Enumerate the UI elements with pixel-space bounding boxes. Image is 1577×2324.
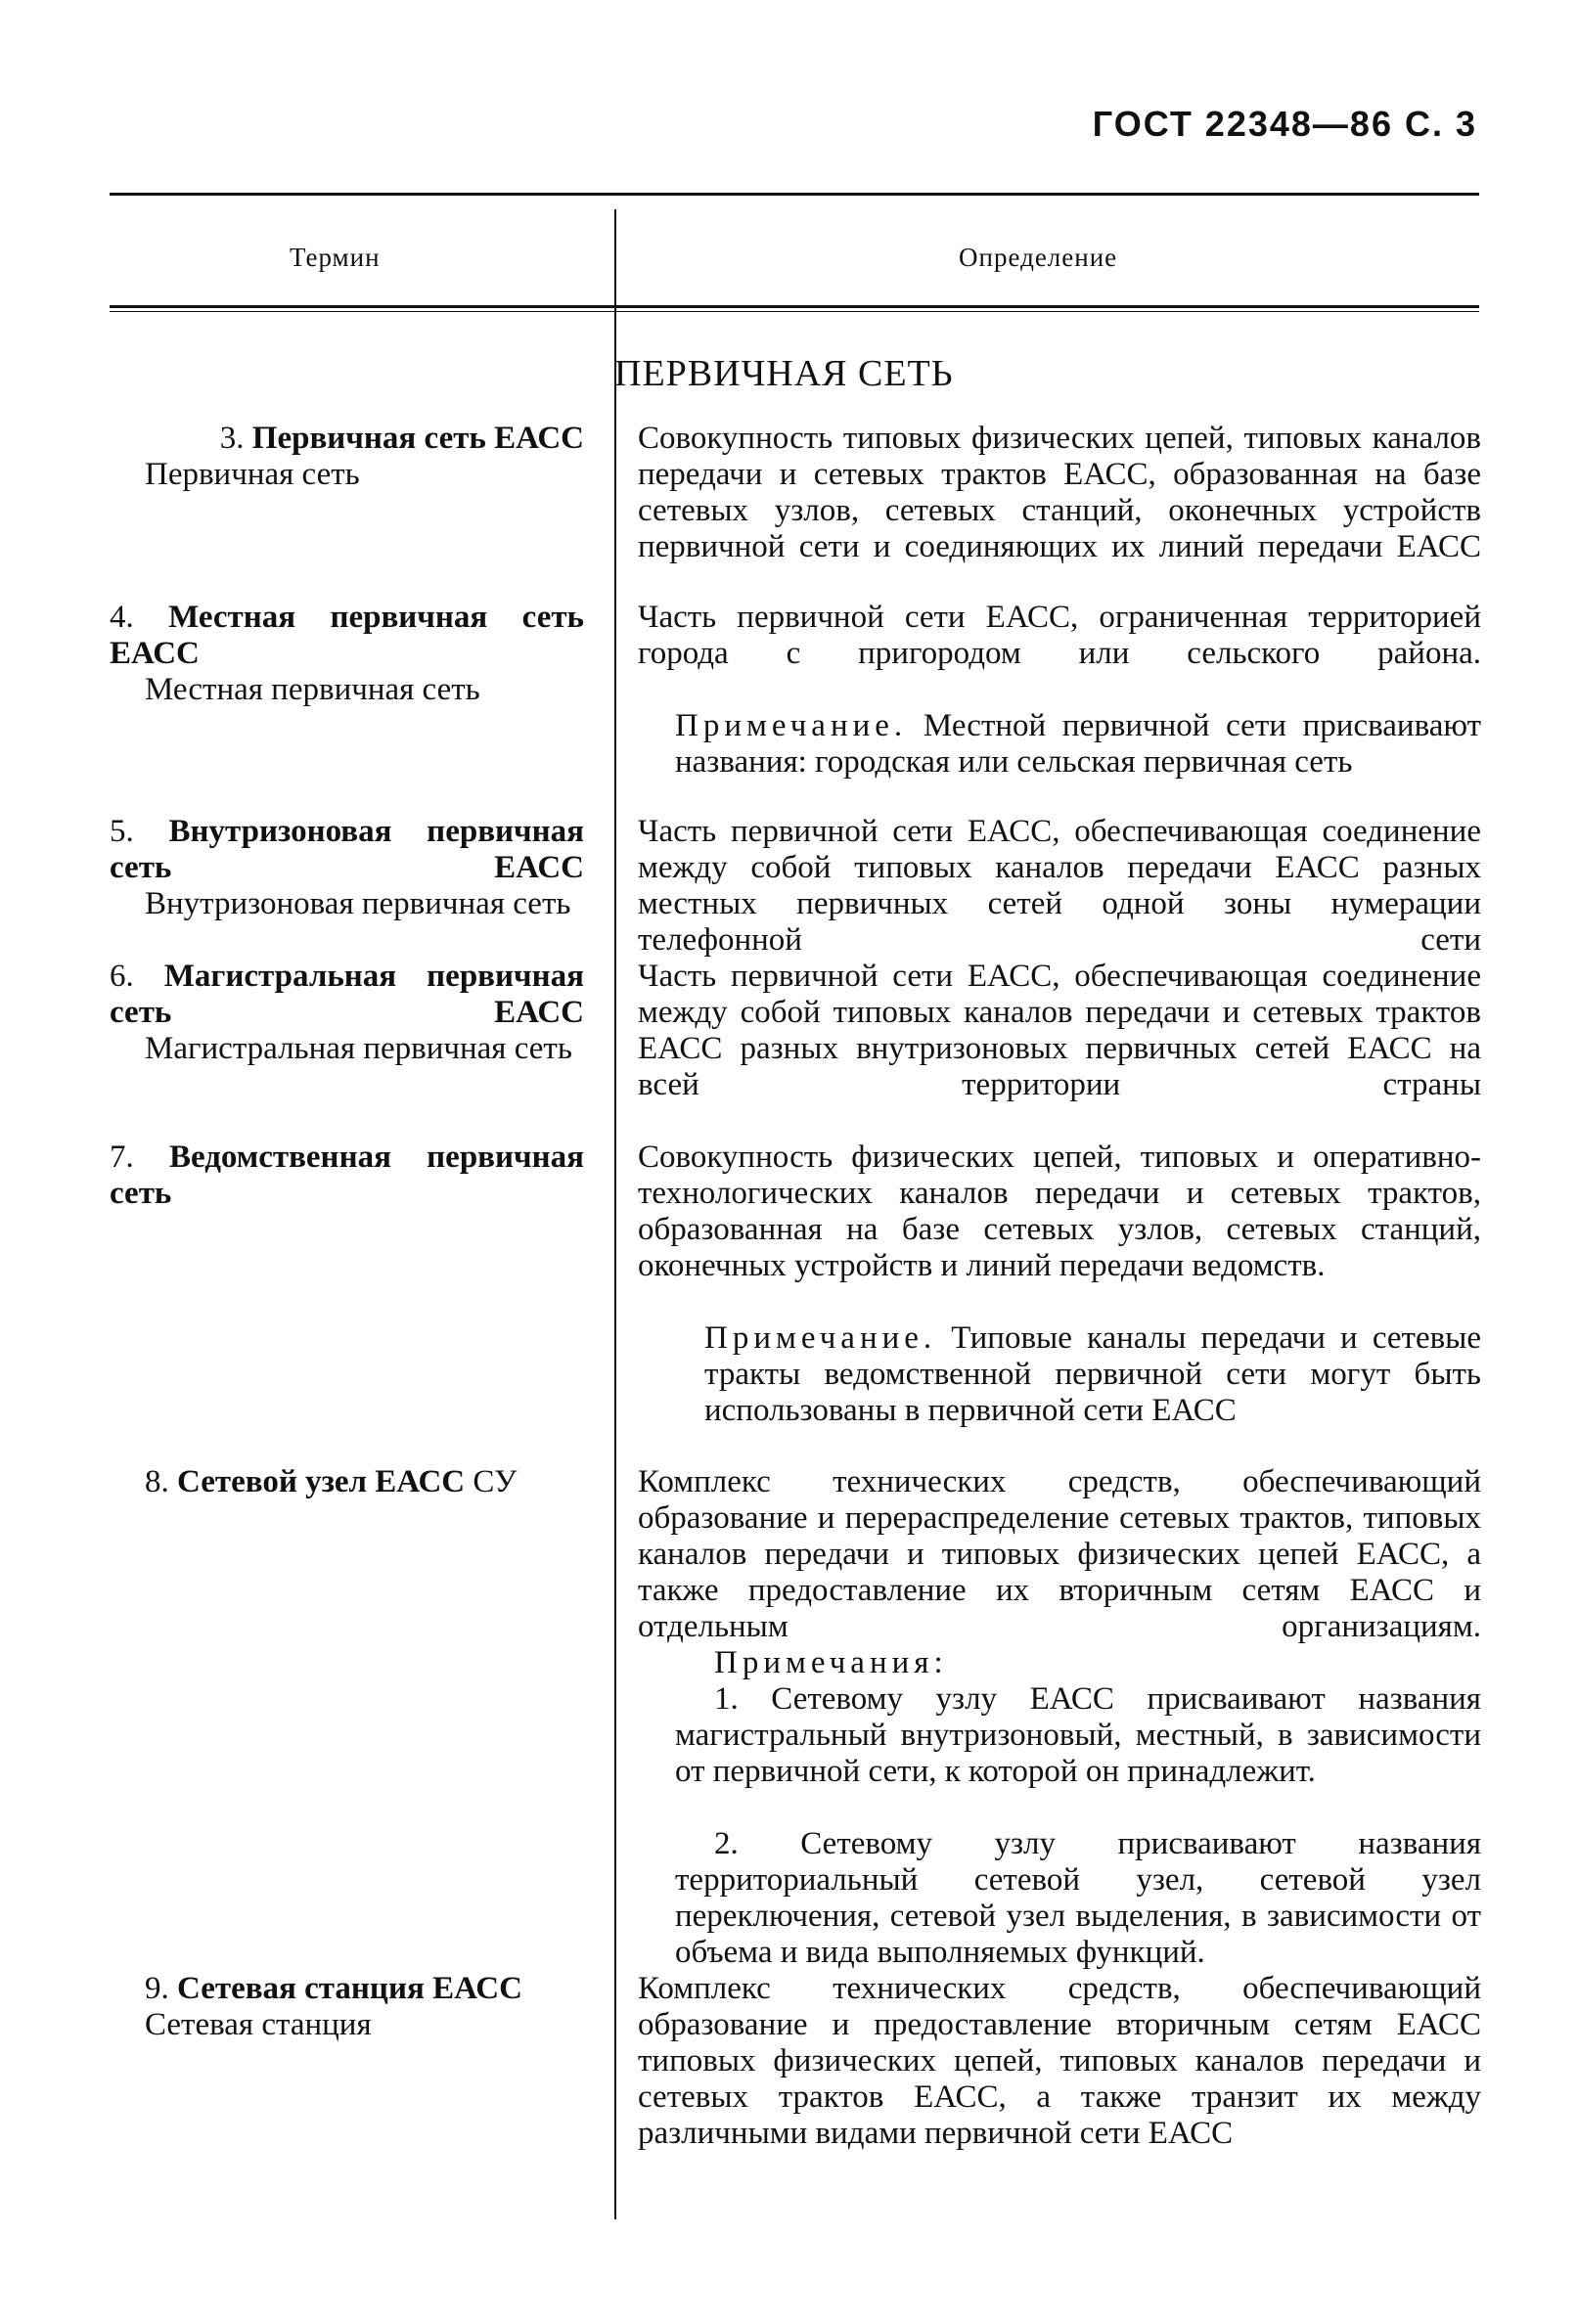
note-7-text: Типовые каналы передачи и сетевые тракты ведомственной первичной сети могут быть использованы в первичной сети ЕАСС: [704, 1320, 1481, 1428]
column-header-definition: Определение: [959, 243, 1118, 272]
note-8-2: 2. Сетевому узлу присваивают названия территориальный сетевой узел, сетевой узел переключения, сетевой узел выделения, в зависимости от объема и вида выполняемых функций.: [675, 1826, 1481, 1970]
note-8-1: 1. Сетевому узлу ЕАСС присваивают названия магистральный внутризоновый, местный, в зависимости от первичной сети, к которой он принадлежит.: [675, 1681, 1481, 1789]
definition-6: Часть первичной сети ЕАСС, обеспечивающая соединение между собой типовых каналов передачи и сетевых трактов ЕАСС разных внутризоновых первичных сетей ЕАСС на всей территории страны: [638, 959, 1481, 1102]
term-8-abbr: СУ: [473, 1464, 518, 1499]
term-4: 4. Местная первичная сеть ЕАСС: [110, 600, 584, 671]
term-7: 7. Ведомственная первичная сеть: [110, 1140, 584, 1211]
term-5-bold: Внутризоновая первичная сеть ЕАСС: [110, 814, 585, 885]
definition-8: Комплекс технических средств, обеспечивающий образование и перераспределение сетевых трактов, типовых каналов передачи и типовых физических цепей ЕАСС, а также предоставление их вторичным сетям ЕАСС и отдельным организациям.: [638, 1464, 1481, 1644]
term-9: 9. Сетевая станция ЕАСС: [145, 1971, 522, 2006]
note-7-label: Примечание.: [704, 1320, 937, 1356]
term-4-short: Местная первичная сеть: [145, 672, 480, 707]
term-3: 3. Первичная сеть ЕАСС: [219, 421, 584, 456]
term-8: 8. Сетевой узел ЕАСС СУ: [145, 1464, 518, 1499]
column-divider: [614, 209, 616, 2219]
note-7: [704, 1320, 1481, 1429]
term-6: 6. Магистральная первичная сеть ЕАСС: [110, 959, 584, 1030]
note-4: [675, 708, 1481, 781]
term-3-short: Первичная сеть: [145, 457, 360, 492]
term-4-bold: Местная первичная сеть ЕАСС: [110, 600, 584, 671]
definition-4: Часть первичной сети ЕАСС, ограниченная территорией города с пригородом или сельского района.: [638, 600, 1481, 671]
term-7-bold: Ведомственная первичная сеть: [110, 1140, 584, 1211]
term-5-short: Внутризоновая первичная сеть: [145, 886, 571, 921]
definition-5: Часть первичной сети ЕАСС, обеспечивающая соединение между собой типовых каналов передачи ЕАСС разных местных первичных сетей одной зоны нумерации телефонной сети: [638, 814, 1481, 958]
definition-9: Комплекс технических средств, обеспечивающий образование и предоставление вторичным сетям ЕАСС типовых физических цепей, типовых каналов передачи и сетевых трактов ЕАСС, а также транзит их между различными видами первичной сети ЕАСС: [638, 1971, 1481, 2151]
table-top-rule: [110, 193, 1479, 196]
term-5: 5. Внутризоновая первичная сеть ЕАСС: [110, 814, 585, 885]
definition-7: Совокупность физических цепей, типовых и оперативно-технологических каналов передачи и сетевых трактов, образованная на базе сетевых узлов, сетевых станций, оконечных устройств и линий передачи ведомств.: [638, 1140, 1481, 1283]
term-6-short: Магистральная первичная сеть: [145, 1031, 572, 1066]
term-9-bold: Сетевая станция ЕАСС: [177, 1971, 522, 2006]
note-4-text: Местной первичной сети присваивают названия: городская или сельская первичная сеть: [675, 708, 1481, 780]
term-3-bold: Первичная сеть ЕАСС: [251, 421, 584, 456]
table-header-bottom-rule-thin: [110, 311, 1479, 312]
notes-8-label: Примечания:: [714, 1645, 948, 1680]
column-header-term: Термин: [290, 243, 381, 272]
definition-3: Совокупность типовых физических цепей, типовых каналов передачи и сетевых трактов ЕАСС, образованная на базе сетевых узлов, сетевых станций, оконечных устройств первичной сети и соединяющих их линий передачи ЕАСС: [638, 421, 1481, 564]
term-6-bold: Магистральная первичная сеть ЕАСС: [110, 959, 584, 1030]
section-title: ПЕРВИЧНАЯ СЕТЬ: [614, 353, 954, 394]
term-8-bold: Сетевой узел ЕАСС: [177, 1464, 466, 1499]
note-4-label: Примечание.: [675, 708, 908, 743]
table-header-bottom-rule: [110, 305, 1479, 308]
term-9-short: Сетевая станция: [145, 2007, 372, 2042]
page-header: ГОСТ 22348—86 С. 3: [1092, 104, 1477, 144]
